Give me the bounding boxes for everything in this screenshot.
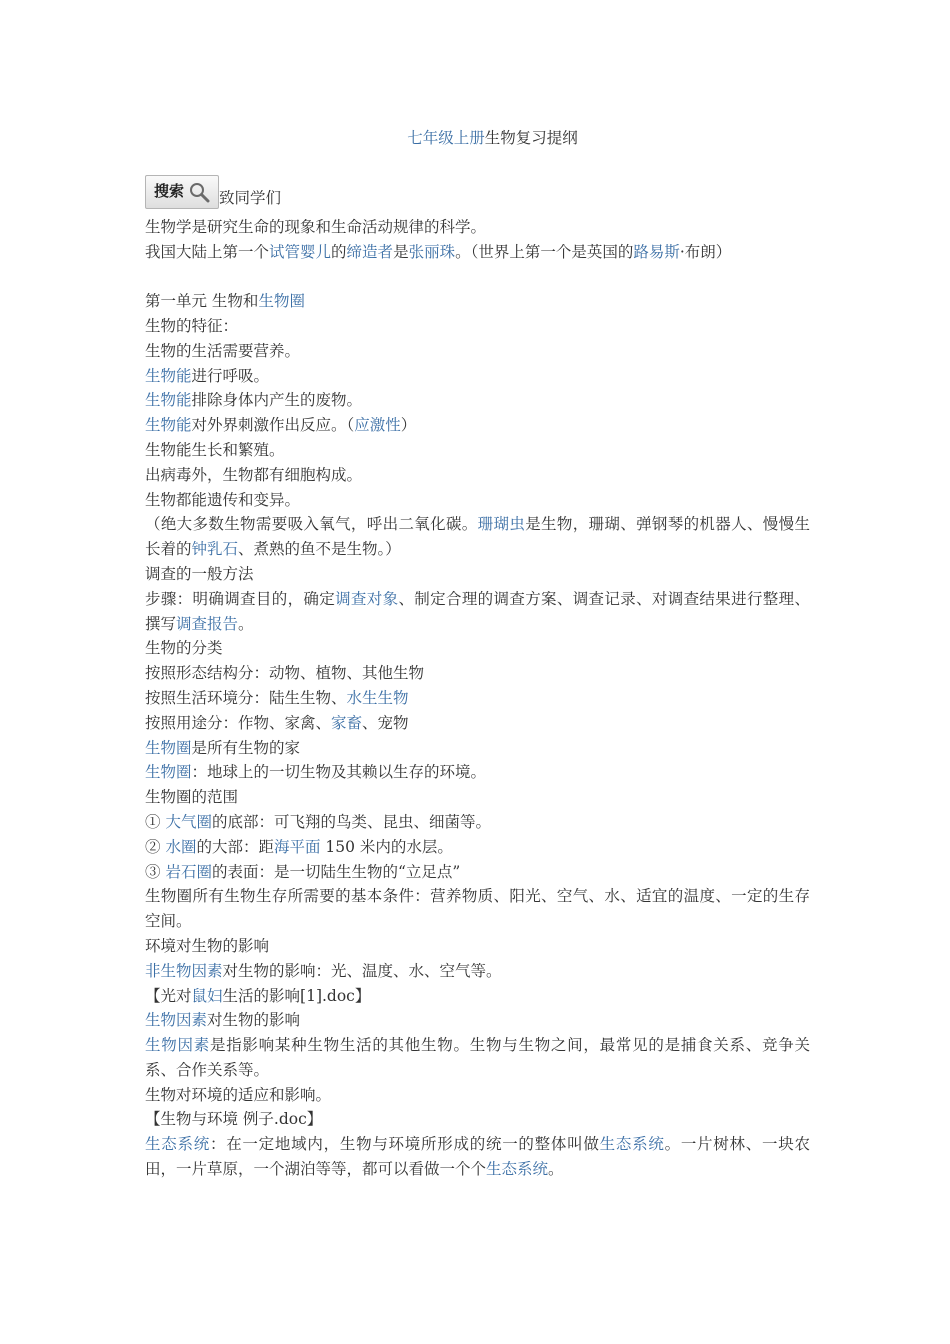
- link-woodlouse[interactable]: 鼠妇: [191, 986, 223, 1005]
- text: 生物都能遗传和变异。: [145, 490, 301, 509]
- text: 、制定合理的调查方案、调查记录、对调查结果进行整理、撰写: [145, 589, 810, 633]
- link-hydrosphere[interactable]: 水圈: [165, 837, 197, 856]
- link-test-tube-baby[interactable]: 试管婴儿: [269, 242, 332, 261]
- paragraph: [145, 959, 810, 984]
- link-biosphere[interactable]: 生物圈: [258, 292, 305, 311]
- text: 生物圈的范围: [145, 788, 239, 807]
- text: 第一单元 生物和: [145, 292, 259, 311]
- paragraph: [145, 785, 810, 810]
- text: 的大部：距: [196, 837, 274, 856]
- greeting: 致同学们: [219, 189, 282, 207]
- paragraph: [145, 413, 810, 438]
- paragraph: [145, 835, 810, 860]
- title-text: 生物复习提纲: [484, 129, 578, 147]
- link-coral-polyp[interactable]: 珊瑚虫: [477, 515, 526, 534]
- link-biotic-factors[interactable]: 生物因素: [145, 1011, 208, 1030]
- text: 对生物的影响：光、温度、水、空气等。: [222, 961, 502, 980]
- text: 对外界刺激作出反应。（: [191, 416, 355, 435]
- text: 生活的影响[1].doc】: [222, 986, 371, 1005]
- text: 环境对生物的影响: [145, 936, 270, 955]
- text: 。: [548, 1160, 564, 1179]
- paragraph: [145, 562, 810, 587]
- paragraph: [145, 488, 810, 513]
- text: 按照生活环境分：陆生生物、: [145, 688, 347, 707]
- text: 的: [331, 242, 347, 261]
- text: 进行呼吸。: [191, 366, 270, 385]
- link-stalactite[interactable]: 钟乳石: [191, 540, 239, 559]
- text: ·布朗）: [679, 242, 732, 261]
- text: （绝大多数生物需要吸入氧气，呼出二氧化碳。: [145, 515, 478, 534]
- paragraph: [145, 240, 810, 265]
- text: ①: [145, 812, 166, 831]
- paragraph: [145, 1083, 810, 1108]
- text: 排除身体内产生的废物。: [191, 391, 363, 410]
- text: 生物的分类: [145, 639, 223, 658]
- text: ②: [145, 837, 166, 856]
- search-button[interactable]: [145, 175, 219, 209]
- text: ）: [400, 416, 417, 435]
- paragraph: [145, 314, 810, 339]
- paragraph: [145, 661, 810, 686]
- link-survey-report[interactable]: 调查报告: [176, 614, 239, 633]
- text: ：在一定地域内，生物与环境所形成的统一的整体叫做: [209, 1135, 600, 1154]
- paragraph: [145, 388, 810, 413]
- paragraph: [145, 636, 810, 661]
- text: 出病毒外，生物都有细胞构成。: [145, 465, 363, 484]
- paragraph: [145, 1107, 810, 1132]
- paragraph: [145, 736, 810, 761]
- text: 【生物与环境 例子.doc】: [145, 1110, 323, 1129]
- text: 的底部：可飞翔的鸟类、昆虫、细菌等。: [211, 812, 491, 831]
- paragraph: [145, 711, 810, 736]
- paragraph: [145, 884, 810, 934]
- text: 是: [393, 242, 409, 261]
- link-abiotic-factors[interactable]: 非生物因素: [145, 961, 223, 980]
- paragraph: [145, 339, 810, 364]
- paragraph: [145, 686, 810, 711]
- text: 是生物，珊瑚、弹钢琴的机器人、慢慢生长着的: [145, 515, 810, 559]
- paragraph: [145, 860, 810, 885]
- text: 按照形态结构分：动物、植物、其他生物: [145, 664, 425, 683]
- magnifier-icon: [188, 181, 210, 203]
- paragraph: [145, 1132, 810, 1182]
- link-organism-can[interactable]: 生物能: [145, 391, 192, 410]
- paragraph: [145, 810, 810, 835]
- text: 。一片树林、一块农田，一片草原，一个湖泊等等，都可以看做一个个: [145, 1135, 810, 1179]
- text: ：地球上的一切生物及其赖以生存的环境。: [191, 763, 487, 782]
- text: 生物的生活需要营养。: [145, 341, 301, 360]
- text: 步骤：明确调查目的，确定: [145, 589, 336, 608]
- paragraph: [145, 1033, 810, 1083]
- section-heading: [145, 289, 810, 314]
- text: 按照用途分：作物、家禽、: [145, 713, 332, 732]
- blank-line: [145, 264, 810, 289]
- link-ecosystem[interactable]: 生态系统: [599, 1135, 665, 1154]
- link-louise[interactable]: 路易斯: [633, 242, 680, 261]
- paragraph: [145, 984, 810, 1009]
- link-biosphere[interactable]: 生物圈: [145, 738, 192, 757]
- paragraph: [145, 364, 810, 389]
- paragraph: [145, 463, 810, 488]
- text: 、煮熟的鱼不是生物。）: [238, 540, 401, 559]
- paragraph: [145, 438, 810, 463]
- link-organism-can[interactable]: 生物能: [145, 366, 192, 385]
- link-sea-level[interactable]: 海平面: [273, 837, 321, 856]
- paragraph: [145, 587, 810, 637]
- search-button-label: 搜索: [153, 182, 184, 201]
- paragraph: [145, 215, 810, 240]
- text: ③: [145, 862, 166, 881]
- link-biotic-factors[interactable]: 生物因素: [145, 1036, 210, 1055]
- link-organism-can[interactable]: 生物能: [145, 416, 192, 435]
- search-line: [145, 171, 810, 211]
- link-livestock[interactable]: 家畜: [331, 713, 363, 732]
- text: 150 米内的水层。: [320, 837, 453, 856]
- link-aquatic-organisms[interactable]: 水生生物: [346, 688, 409, 707]
- paragraph: [145, 512, 810, 562]
- text: 【光对: [145, 986, 192, 1005]
- text: 调查的一般方法: [145, 564, 254, 583]
- link-creator[interactable]: 缔造者: [346, 242, 394, 261]
- text: 生物对环境的适应和影响。: [145, 1085, 332, 1104]
- text: 我国大陆上第一个: [145, 242, 270, 261]
- paragraph: [145, 934, 810, 959]
- page-title: [145, 126, 810, 151]
- text: 对生物的影响: [207, 1011, 301, 1030]
- title-link[interactable]: 七年级上册: [407, 129, 485, 147]
- text: 是所有生物的家: [191, 738, 301, 757]
- link-ecosystem[interactable]: 生态系统: [486, 1160, 549, 1179]
- text: 生物圈所有生物生存所需要的基本条件：营养物质、阳光、空气、水、适宜的温度、一定的生存空间。: [145, 887, 810, 931]
- link-survey-object[interactable]: 调查对象: [335, 589, 399, 608]
- text: 的表面：是一切陆生生物的“立足点”: [211, 862, 461, 881]
- text: 是指影响某种生物生活的其他生物。生物与生物之间，最常见的是捕食关系、竞争关系、合作关系等。: [145, 1036, 810, 1079]
- text: 生物学是研究生命的现象和生命活动规律的科学。: [145, 217, 487, 236]
- text: 、宠物: [362, 713, 409, 732]
- link-ecosystem[interactable]: 生态系统: [145, 1135, 210, 1154]
- text: 生物能生长和繁殖。: [145, 440, 285, 459]
- link-lithosphere[interactable]: 岩石圈: [165, 862, 212, 881]
- link-atmosphere[interactable]: 大气圈: [165, 812, 212, 831]
- text: 生物的特征：: [145, 316, 239, 335]
- document-body: [145, 126, 810, 1182]
- link-irritability[interactable]: 应激性: [354, 416, 401, 435]
- paragraph: [145, 1008, 810, 1033]
- link-zhang-lizhu[interactable]: 张丽珠: [408, 242, 456, 261]
- paragraph: [145, 760, 810, 785]
- text: 。（世界上第一个是英国的: [455, 242, 634, 261]
- link-biosphere[interactable]: 生物圈: [145, 763, 192, 782]
- text: 。: [238, 614, 254, 633]
